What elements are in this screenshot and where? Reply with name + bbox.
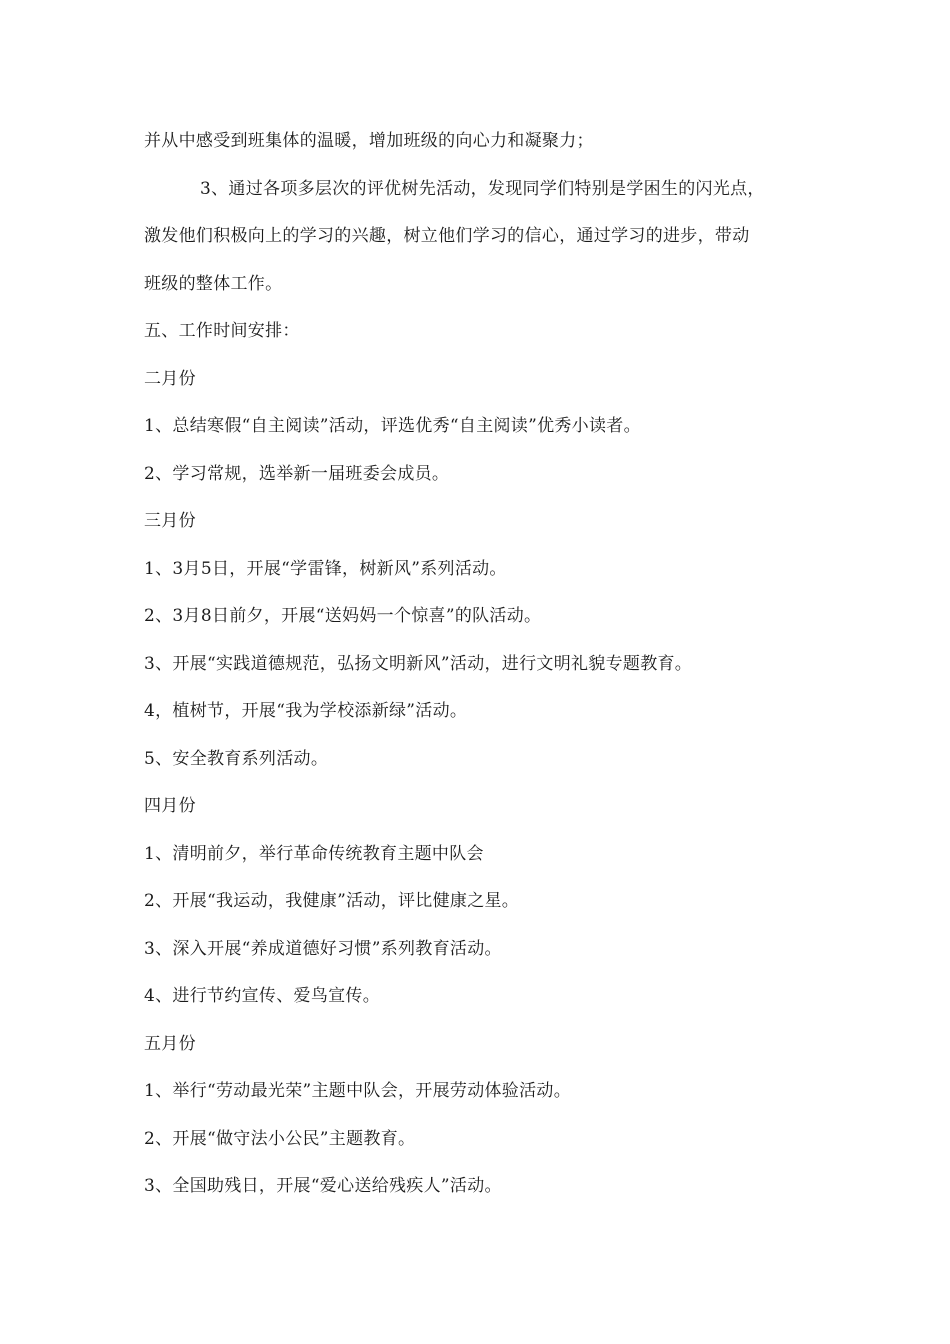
list-item: 2、开展“我运动，我健康”活动，评比健康之星。 xyxy=(144,891,520,911)
document-page xyxy=(144,118,824,1211)
list-item: 3、全国助残日，开展“爱心送给残疾人”活动。 xyxy=(144,1176,502,1196)
month-heading: 五月份 xyxy=(144,1033,196,1054)
list-item: 1、清明前夕，举行革命传统教育主题中队会 xyxy=(144,843,484,864)
paragraph-line: 班级的整体工作。 xyxy=(144,273,283,294)
list-item: 1、3月5日，开展“学雷锋，树新风”系列活动。 xyxy=(144,558,507,579)
list-item: 2、学习常规，选举新一届班委会成员。 xyxy=(144,463,450,484)
paragraph-line: 并从中感受到班集体的温暖，增加班级的向心力和凝聚力； xyxy=(144,131,594,151)
paragraph-line: 3、通过各项多层次的评优树先活动，发现同学们特别是学困生的闪光点， xyxy=(200,178,765,199)
month-heading: 二月份 xyxy=(144,368,196,389)
list-item: 1、举行“劳动最光荣”主题中队会，开展劳动体验活动。 xyxy=(144,1081,571,1101)
list-item: 1、总结寒假“自主阅读”活动，评选优秀“自主阅读”优秀小读者。 xyxy=(144,416,641,436)
list-item: 4、进行节约宣传、爱鸟宣传。 xyxy=(144,986,381,1006)
month-heading: 三月份 xyxy=(144,511,196,531)
month-heading: 四月份 xyxy=(144,796,196,816)
list-item: 3、开展“实践道德规范，弘扬文明新风”活动，进行文明礼貌专题教育。 xyxy=(144,653,693,674)
paragraph-line: 激发他们积极向上的学习的兴趣，树立他们学习的信心，通过学习的进步，带动 xyxy=(144,226,750,246)
list-item: 3、深入开展“养成道德好习惯”系列教育活动。 xyxy=(144,938,502,959)
list-item: 2、3月8日前夕，开展“送妈妈一个惊喜”的队活动。 xyxy=(144,606,542,626)
list-item: 5、安全教育系列活动。 xyxy=(144,748,329,769)
list-item: 4，植树节，开展“我为学校添新绿”活动。 xyxy=(144,701,468,721)
list-item: 2、开展“做守法小公民”主题教育。 xyxy=(144,1128,416,1149)
section-heading: 五、工作时间安排： xyxy=(144,321,300,341)
